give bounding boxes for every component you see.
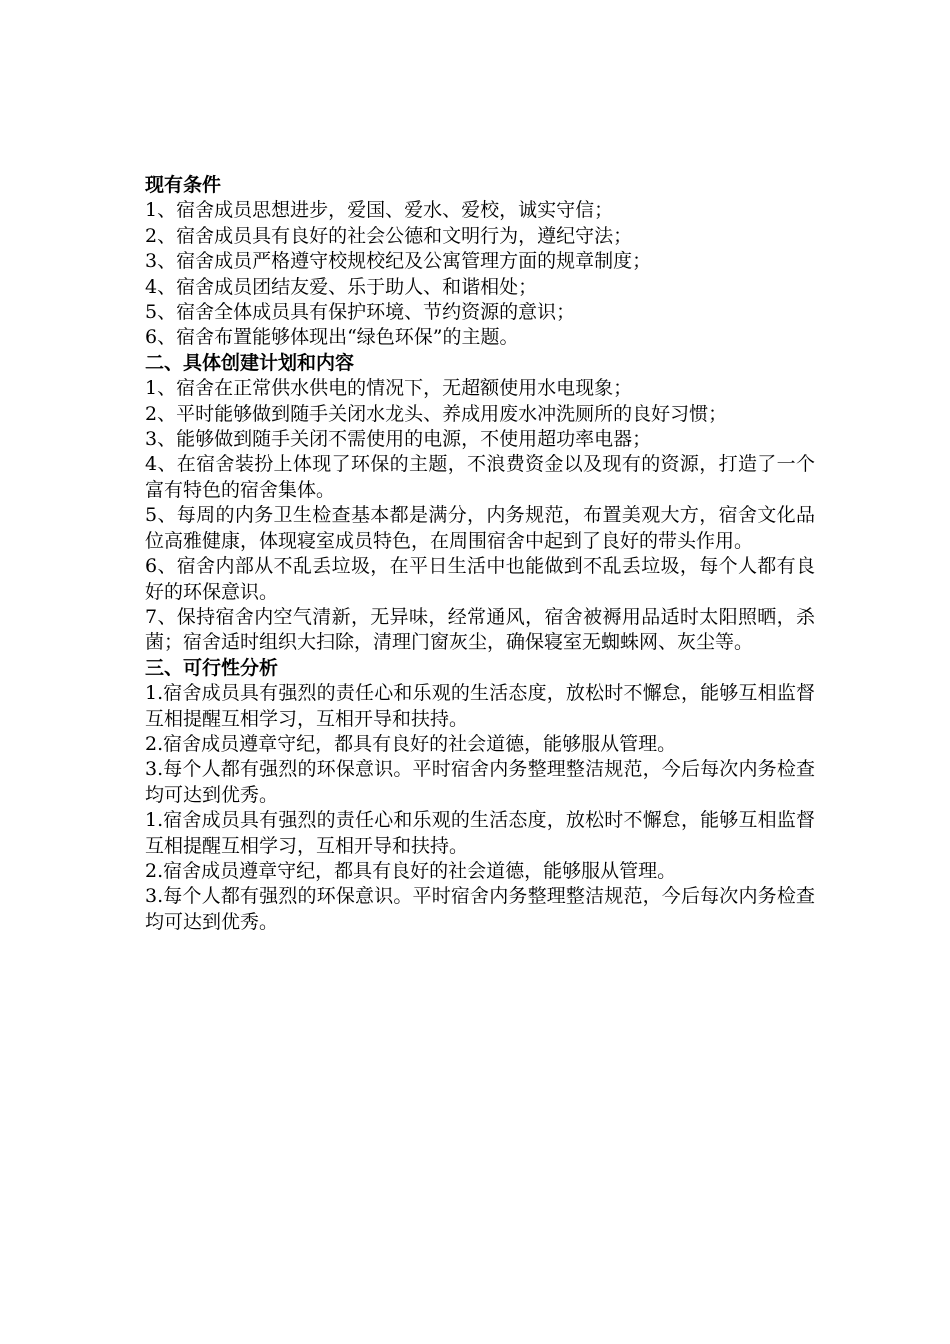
list-item: 1.宿舍成员具有强烈的责任心和乐观的生活态度，放松时不懈怠，能够互相监督互相提醒互相学习，互相开导和扶持。 [145, 682, 815, 730]
list-item: 2、宿舍成员具有良好的社会公德和文明行为，遵纪守法； [145, 224, 633, 247]
list-item: 3.每个人都有强烈的环保意识。平时宿舍内务整理整洁规范，今后每次内务检查均可达到优秀。 [145, 758, 815, 806]
list-item: 2、平时能够做到随手关闭水龙头、养成用废水冲洗厕所的良好习惯； [145, 402, 728, 425]
section-existing-conditions [145, 173, 815, 351]
list-item: 3、宿舍成员严格遵守校规校纪及公寓管理方面的规章制度； [145, 250, 652, 273]
list-item: 2.宿舍成员遵章守纪，都具有良好的社会道德，能够服从管理。 [145, 859, 677, 882]
document-body [145, 173, 815, 935]
list-item: 6、宿舍布置能够体现出“绿色环保”的主题。 [145, 326, 519, 349]
section-plan-and-content [145, 351, 815, 656]
list-item: 6、宿舍内部从不乱丢垃圾，在平日生活中也能做到不乱丢垃圾，每个人都有良好的环保意识。 [145, 555, 815, 603]
list-item: 1、宿舍成员思想进步，爱国、爱水、爱校，诚实守信； [145, 199, 614, 222]
list-item: 3.每个人都有强烈的环保意识。平时宿舍内务整理整洁规范，今后每次内务检查均可达到优秀。 [145, 885, 815, 933]
list-item: 5、每周的内务卫生检查基本都是满分，内务规范，布置美观大方，宿舍文化品位高雅健康，体现寝室成员特色，在周围宿舍中起到了良好的带头作用。 [145, 504, 815, 552]
section-heading: 现有条件 [145, 174, 222, 196]
section-heading: 三、可行性分析 [145, 656, 279, 679]
list-item: 5、宿舍全体成员具有保护环境、节约资源的意识； [145, 301, 576, 324]
list-item: 2.宿舍成员遵章守纪，都具有良好的社会道德，能够服从管理。 [145, 732, 677, 755]
list-item: 1、宿舍在正常供水供电的情况下，无超额使用水电现象； [145, 377, 633, 400]
list-item: 4、在宿舍装扮上体现了环保的主题，不浪费资金以及现有的资源，打造了一个富有特色的宿舍集体。 [145, 453, 815, 501]
list-item: 1.宿舍成员具有强烈的责任心和乐观的生活态度，放松时不懈怠，能够互相监督互相提醒互相学习，互相开导和扶持。 [145, 809, 815, 857]
list-item: 7、保持宿舍内空气清新，无异味，经常通风，宿舍被褥用品适时太阳照晒，杀菌；宿舍适时组织大扫除，清理门窗灰尘，确保寝室无蜘蛛网、灰尘等。 [145, 605, 815, 654]
list-item: 3、能够做到随手关闭不需使用的电源，不使用超功率电器； [145, 428, 652, 451]
section-feasibility-analysis [145, 656, 815, 935]
list-item: 4、宿舍成员团结友爱、乐于助人、和谐相处； [145, 275, 538, 298]
section-heading: 二、具体创建计划和内容 [145, 351, 355, 374]
